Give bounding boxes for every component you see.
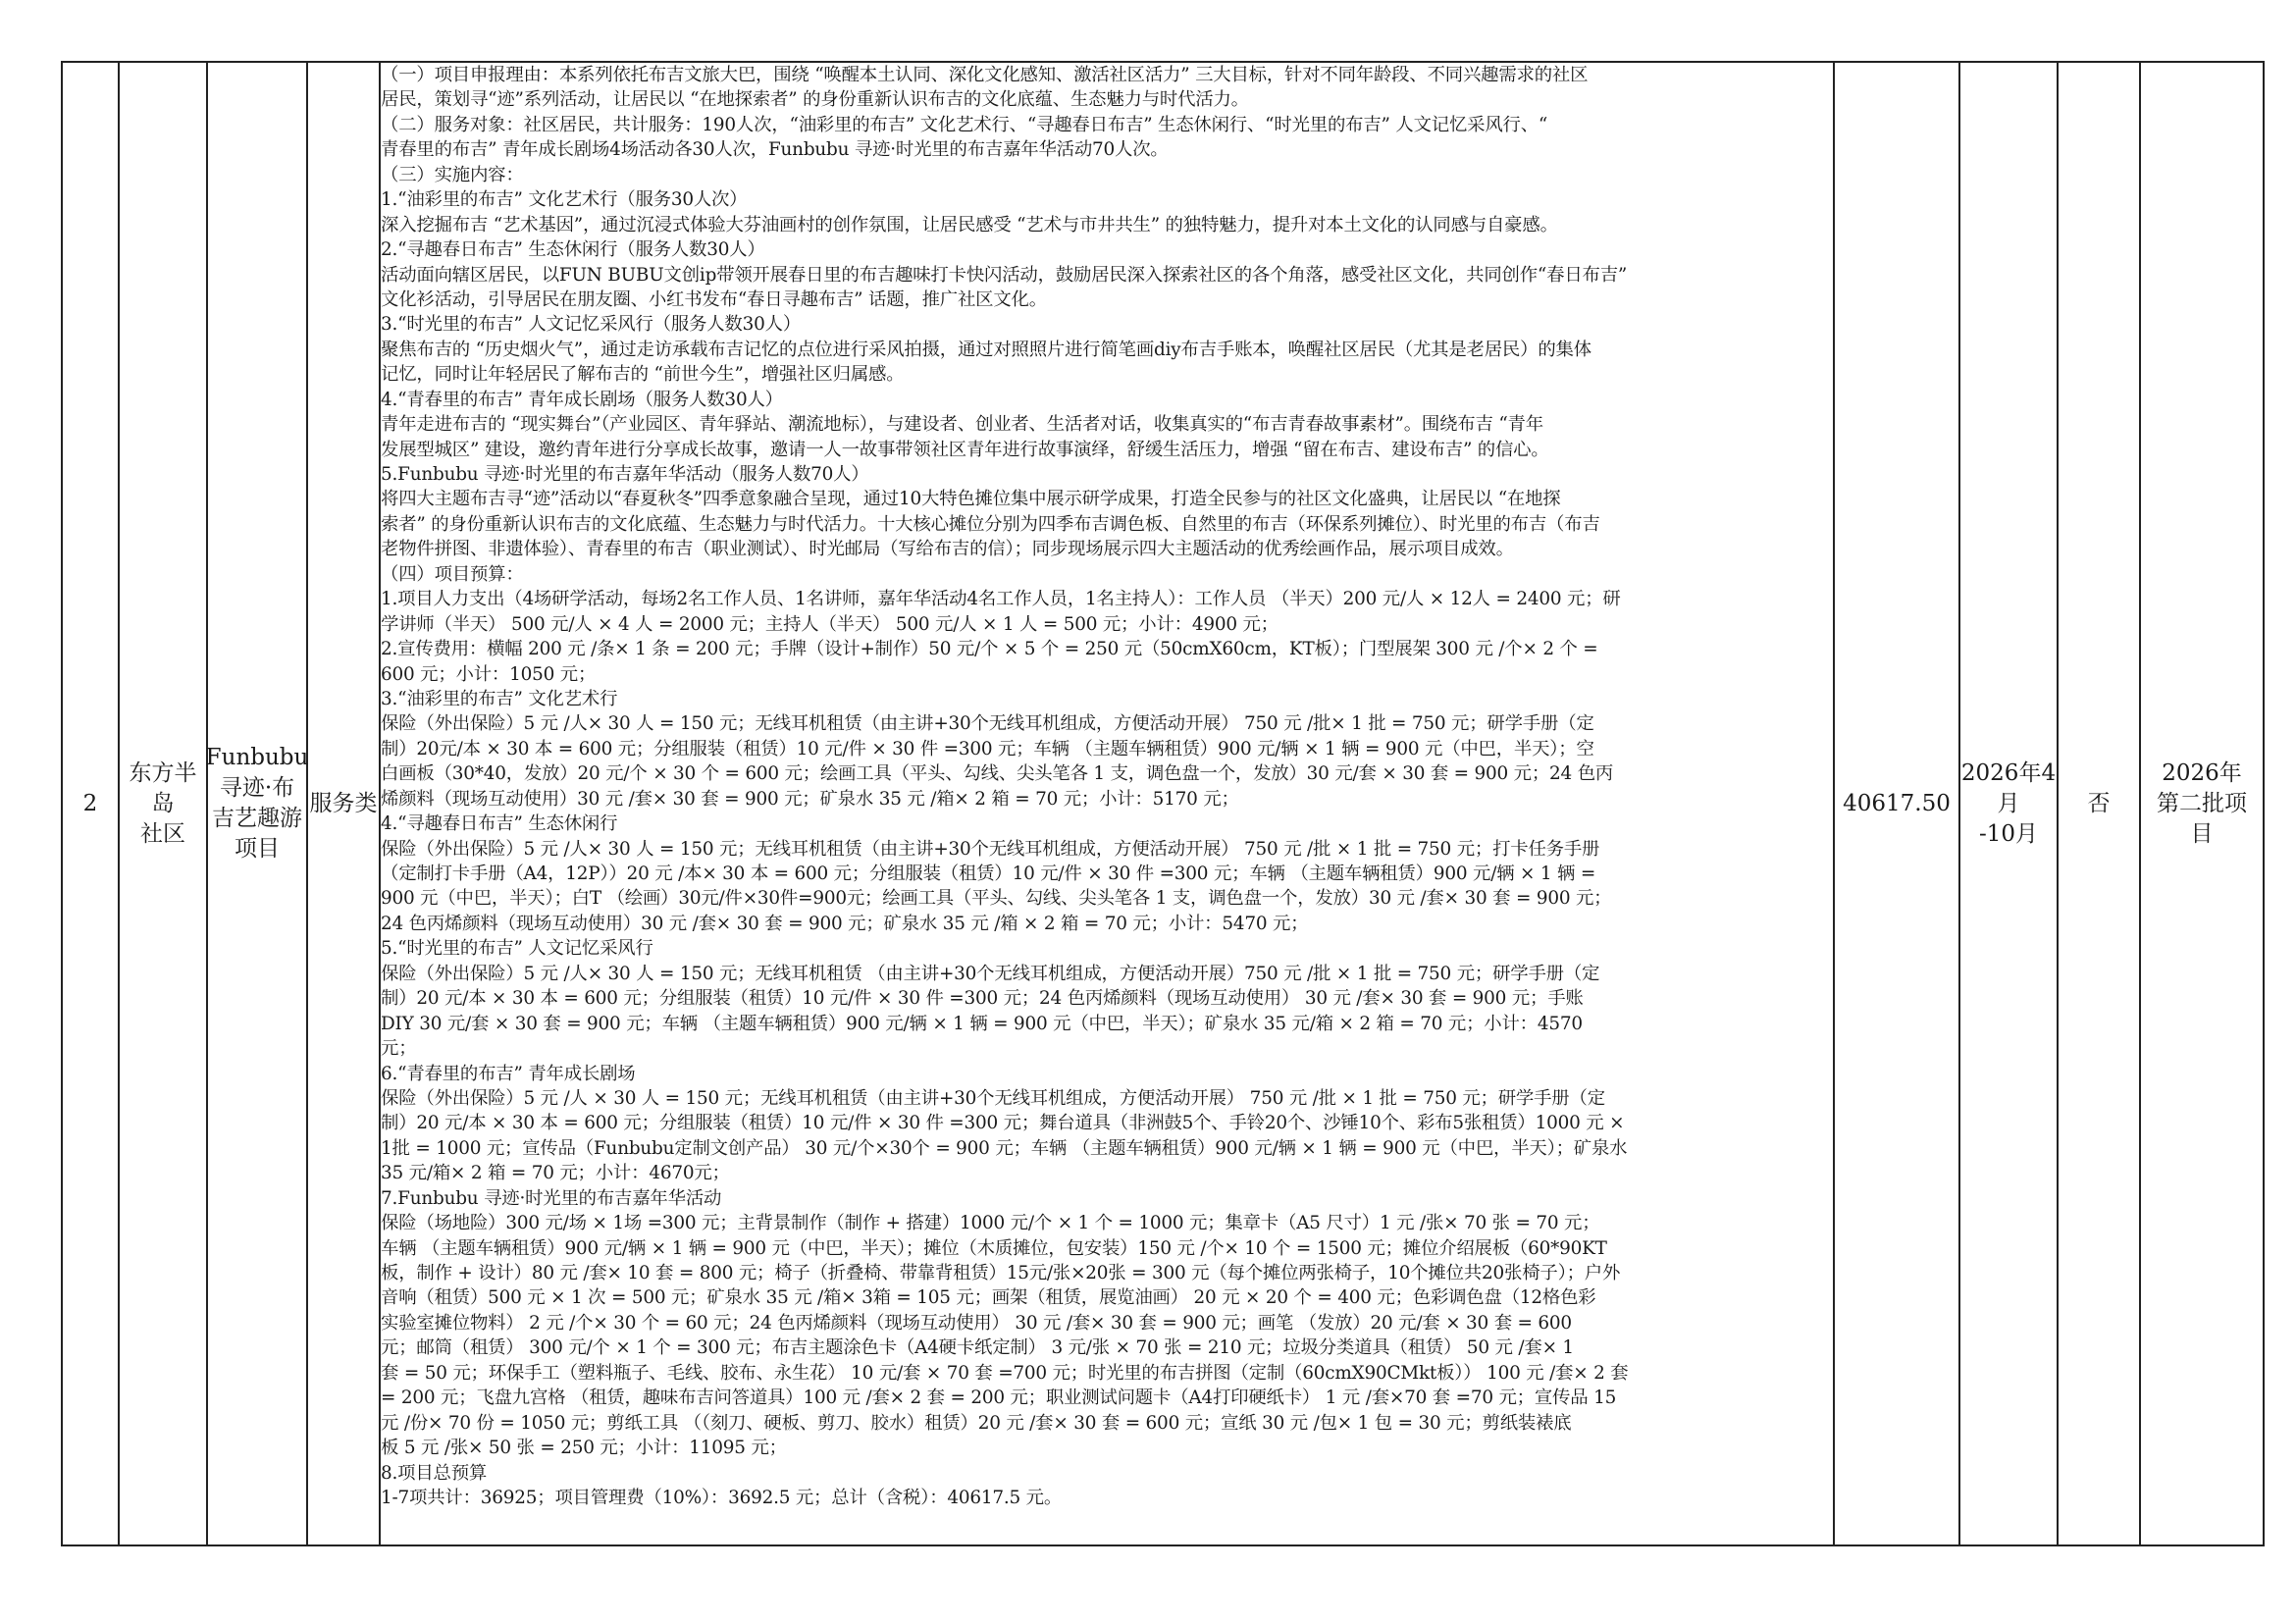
description-line: 音响（租赁）500 元 × 1 次 = 500 元；矿泉水 35 元 /箱× 3箱 = 105 元；画架（租赁，展览油画） 20 元 × 20 个 = 400 元；色彩调色盘（12格色彩 <box>381 1287 1596 1309</box>
description-line: 1批 = 1000 元；宣传品（Funbubu定制文创产品） 30 元/个×30个 = 900 元；车辆 （主题车辆租赁）900 元/辆 × 1 辆 = 900 元（中巴，半天）；矿泉水 <box>381 1137 1628 1159</box>
description-line: 4.“寻趣春日布吉” 生态休闲行 <box>381 813 618 835</box>
category: 服务类 <box>309 790 378 816</box>
period-cell <box>1960 63 2057 1544</box>
description-line: 学讲师（半天） 500 元/人 × 4 人 = 2000 元；主持人（半天） 500 元/人 × 1 人 = 500 元；小计：4900 元； <box>381 613 1278 635</box>
description-line: 3.“时光里的布吉” 人文记忆采风行（服务人数30人） <box>381 314 802 336</box>
flag-cell <box>2059 63 2139 1544</box>
description-line: 制）20 元/本 × 30 本 = 600 元；分组服装（租赁）10 元/件 × 30 件 =300 元；24 色丙烯颜料（现场互动使用） 30 元 /套× 30 套 = 900 元；手账 <box>381 988 1584 1010</box>
description-line: 套 = 50 元；环保手工（塑料瓶子、毛线、胶布、永生花） 10 元/套 × 70 套 =700 元；时光里的布吉拼图（定制（60cmX90CMkt板）） 100 元 /套× 2 套 <box>381 1362 1629 1384</box>
community-cell <box>120 63 206 1544</box>
description-line: 青春里的布吉” 青年成长剧场4场活动各30人次，Funbubu 寻迹·时光里的布吉嘉年华活动70人次。 <box>381 139 1169 161</box>
budget-cell <box>1835 63 1958 1544</box>
description-line: （四）项目预算： <box>381 563 524 585</box>
description-line: 青年走进布吉的 “现实舞台”（产业园区、青年驿站、潮流地标），与建设者、创业者、生活者对话，收集真实的“布吉青春故事素材”。围绕布吉 “青年 <box>381 414 1543 436</box>
description-line: 车辆 （主题车辆租赁）900 元/辆 × 1 辆 = 900 元（中巴，半天）；摊位（木质摊位，包安装）150 元 /个× 10 个 = 1500 元；摊位介绍展板（60*90KT <box>381 1237 1607 1259</box>
description-line: 文化衫活动，引导居民在朋友圈、小红书发布“春日寻趣布吉” 话题，推广社区文化。 <box>381 288 1047 310</box>
row-index-cell <box>63 63 118 1544</box>
description-line: = 200 元；飞盘九宫格 （租赁，趣味布吉问答道具）100 元 /套× 2 套 = 200 元；职业测试问题卡（A4打印硬纸卡） 1 元 /套×70 套 =70 元；宣传品 15 <box>381 1387 1617 1409</box>
description-line: 6.“青春里的布吉” 青年成长剧场 <box>381 1063 636 1084</box>
description-line: 元；邮筒（租赁） 300 元/个 × 1 个 = 300 元；布吉主题涂色卡（A4硬卡纸定制） 3 元/张 × 70 张 = 210 元；垃圾分类道具（租赁） 50 元 /套× 1 <box>381 1337 1574 1359</box>
description-line: 将四大主题布吉寻“迹”活动以“春夏秋冬”四季意象融合呈现，通过10大特色摊位集中展示研学成果，打造全民参与的社区文化盛典，让居民以 “在地探 <box>381 489 1561 510</box>
description-line: 保险（外出保险）5 元 /人× 30 人 = 150 元；无线耳机租赁（由主讲+30个无线耳机组成，方便活动开展） 750 元 /批 × 1 批 = 750 元；打卡任务手册 <box>381 838 1600 860</box>
description-line: 1-7项共计：36925；项目管理费（10%）：3692.5 元；总计（含税）：40617.5 元。 <box>381 1487 1063 1508</box>
table-border-right <box>2263 61 2265 1546</box>
description-line: 35 元/箱× 2 箱 = 70 元；小计：4670元； <box>381 1163 730 1184</box>
description-line: DIY 30 元/套 × 30 套 = 900 元；车辆 （主题车辆租赁）900 元/辆 × 1 辆 = 900 元（中巴，半天）；矿泉水 35 元/箱 × 2 箱 = 70 元；小计：4570 <box>381 1013 1583 1034</box>
table-bottom-border <box>61 1544 2265 1546</box>
period-line: 2026年4月 <box>1960 759 2057 816</box>
project-name <box>206 743 309 864</box>
batch-line: 第二批项 <box>2157 790 2247 816</box>
project-name-line: 吉艺趣游 <box>212 806 302 831</box>
period <box>1960 759 2057 850</box>
description-line: 保险（外出保险）5 元 /人× 30 人 = 150 元；无线耳机租赁 （由主讲+30个无线耳机组成，方便活动开展）750 元 /批 × 1 批 = 750 元；研学手册（定 <box>381 963 1600 984</box>
project-name-cell <box>205 63 309 1544</box>
description-line: 烯颜料（现场互动使用）30 元 /套× 30 套 = 900 元；矿泉水 35 元 /箱× 2 箱 = 70 元；小计：5170 元； <box>381 788 1239 810</box>
project-name-line: 项目 <box>235 836 280 862</box>
description-line: 制）20元/本 × 30 本 = 600 元；分组服装（租赁）10 元/件 × 30 件 =300 元；车辆 （主题车辆租赁）900 元/辆 × 1 辆 = 900 元（中巴，半天）；空 <box>381 738 1594 759</box>
batch-cell <box>2141 63 2263 1544</box>
description-line: 3.“油彩里的布吉” 文化艺术行 <box>381 688 618 709</box>
description-line: 记忆，同时让年轻居民了解布吉的 “前世今生”，增强社区归属感。 <box>381 364 905 386</box>
description-line: 1.“油彩里的布吉” 文化艺术行（服务30人次） <box>381 189 748 211</box>
description-line: 保险（外出保险）5 元 /人 × 30 人 = 150 元；无线耳机租赁（由主讲+30个无线耳机组成，方便活动开展） 750 元 /批 × 1 批 = 750 元；研学手册（定 <box>381 1087 1605 1109</box>
batch-line: 2026年 <box>2162 759 2242 786</box>
budget-amount: 40617.50 <box>1843 790 1951 816</box>
description-line: 板，制作 + 设计）80 元 /套× 10 套 = 800 元；椅子（折叠椅、带靠背租赁）15元/张×20张 = 300 元（每个摊位两张椅子，10个摊位共20张椅子）；户外 <box>381 1263 1621 1283</box>
description-line: 居民，策划寻“迹”系列活动，让居民以 “在地探索者” 的身份重新认识布吉的文化底蕴、生态魅力与时代活力。 <box>381 89 1249 111</box>
description-line: 7.Funbubu 寻迹·时光里的布吉嘉年华活动 <box>381 1187 722 1209</box>
community-name <box>120 759 206 850</box>
description-line: 制）20 元/本 × 30 本 = 600 元；分组服装（租赁）10 元/件 × 30 件 =300 元；舞台道具（非洲鼓5个、手铃20个、沙锤10个、彩布5张租赁）1000 元 × <box>381 1113 1625 1134</box>
description-line: 2.“寻趣春日布吉” 生态休闲行（服务人数30人） <box>381 239 765 261</box>
period-line: -10月 <box>1978 820 2039 847</box>
description-line: 24 色丙烯颜料（现场互动使用）30 元 /套× 30 套 = 900 元；矿泉水 35 元 /箱 × 2 箱 = 70 元；小计：5470 元； <box>381 913 1309 934</box>
description-line: 保险（场地险）300 元/场 × 1场 =300 元；主背景制作（制作 + 搭建）1000 元/个 × 1 个 = 1000 元；集章卡（A5 尺寸）1 元 /张× 70 张 = 70 元； <box>381 1213 1600 1234</box>
description-line: 4.“青春里的布吉” 青年成长剧场（服务人数30人） <box>381 389 783 410</box>
project-name-line: 寻迹·布 <box>219 775 295 801</box>
description-line: 1.项目人力支出（4场研学活动，每场2名工作人员、1名讲师，嘉年华活动4名工作人员，1名主持人）：工作人员 （半天）200 元/人 × 12人 = 2400 元；研 <box>381 589 1621 610</box>
description-line: 深入挖掘布吉 “艺术基因”，通过沉浸式体验大芬油画村的创作氛围，让居民感受 “艺术与市井共生” 的独特魅力，提升对本土文化的认同感与自豪感。 <box>381 214 1558 236</box>
description-line: （三）实施内容： <box>381 164 524 185</box>
description-line: 5.Funbubu 寻迹·时光里的布吉嘉年华活动（服务人数70人） <box>381 464 869 485</box>
community-line: 社区 <box>140 820 185 847</box>
description-line: 900 元（中巴，半天）；白T （绘画）30元/件×30件=900元；绘画工具（平头、勾线、尖头笔各 1 支，调色盘一个，发放）30 元 /套× 30 套 = 900 元； <box>381 888 1612 910</box>
description-line: 元 /份× 70 份 = 1050 元；剪纸工具 （（刻刀、硬板、剪刀、胶水）租赁）20 元 /套× 30 套 = 600 元；宣纸 30 元 /包× 1 包 = 30 元；剪纸装裱底 <box>381 1412 1572 1434</box>
description-line: （二）服务对象：社区居民，共计服务：190人次，“油彩里的布吉” 文化艺术行、“寻趣春日布吉” 生态休闲行、“时光里的布吉” 人文记忆采风行、“ <box>381 114 1548 135</box>
community-line: 东方半岛 <box>129 759 197 816</box>
row-index: 2 <box>82 790 98 816</box>
project-description <box>381 63 1831 1510</box>
description-line: 发展型城区” 建设，邀约青年进行分享成长故事，邀请一人一故事带领社区青年进行故事演绎，舒缓生活压力，增强 “留在布吉、建设布吉” 的信心。 <box>381 439 1549 460</box>
description-line: 元； <box>381 1038 417 1060</box>
description-line: 白画板（30*40，发放）20 元/个 × 30 个 = 600 元；绘画工具（平头、勾线、尖头笔各 1 支，调色盘一个，发放）30 元/套 × 30 套 = 900 元；24 色丙 <box>381 763 1614 785</box>
description-line: 实验室摊位物料） 2 元 /个× 30 个 = 60 元；24 色丙烯颜料（现场互动使用） 30 元 /套× 30 套 = 900 元；画笔 （发放）20 元/套 × 30 套 = 600 <box>381 1312 1572 1334</box>
description-line: 600 元；小计：1050 元； <box>381 663 597 685</box>
description-line: 板 5 元 /张× 50 张 = 250 元；小计：11095 元； <box>381 1438 787 1459</box>
description-line: 索者” 的身份重新认识布吉的文化底蕴、生态魅力与时代活力。十大核心摊位分别为四季布吉调色板、自然里的布吉（环保系列摊位）、时光里的布吉（布吉 <box>381 513 1600 535</box>
description-line: 老物件拼图、非遗体验）、青春里的布吉（职业测试）、时光邮局（写给布吉的信）；同步现场展示四大主题活动的优秀绘画作品，展示项目成效。 <box>381 539 1514 560</box>
description-line: 聚焦布吉的 “历史烟火气”，通过走访承载布吉记忆的点位进行采风拍摄，通过对照照片进行简笔画diy布吉手账本，唤醒社区居民（尤其是老居民）的集体 <box>381 339 1592 360</box>
flag-value: 否 <box>2087 790 2111 816</box>
description-line: （定制打卡手册（A4，12P））20 元 /本× 30 本 = 600 元；分组服装（租赁）10 元/件 × 30 件 =300 元；车辆 （主题车辆租赁）900 元/辆 × 1 辆 = <box>381 864 1596 884</box>
batch-line: 目 <box>2190 820 2214 847</box>
description-line: 2.宣传费用：横幅 200 元 /条× 1 条 = 200 元；手牌（设计+制作）50 元/个 × 5 个 = 250 元（50cmX60cm，KT板）；门型展架 300 元 /个× 2 个 = <box>381 639 1598 660</box>
description-line: 保险（外出保险）5 元 /人× 30 人 = 150 元；无线耳机租赁（由主讲+30个无线耳机组成，方便活动开展） 750 元 /批× 1 批 = 750 元；研学手册（定 <box>381 713 1594 735</box>
description-line: 5.“时光里的布吉” 人文记忆采风行 <box>381 938 653 960</box>
description-line: 活动面向辖区居民，以FUN BUBU文创ip带领开展春日里的布吉趣味打卡快闪活动，鼓励居民深入探索社区的各个角落，感受社区文化，共同创作“春日布吉” <box>381 264 1628 286</box>
description-line: （一）项目申报理由：本系列依托布吉文旅大巴，围绕 “唤醒本土认同、深化文化感知、激活社区活力” 三大目标，针对不同年龄段、不同兴趣需求的社区 <box>381 65 1589 85</box>
category-cell <box>308 63 379 1544</box>
description-line: 8.项目总预算 <box>381 1462 488 1484</box>
project-name-line: Funbubu <box>205 745 309 770</box>
batch <box>2157 759 2247 850</box>
